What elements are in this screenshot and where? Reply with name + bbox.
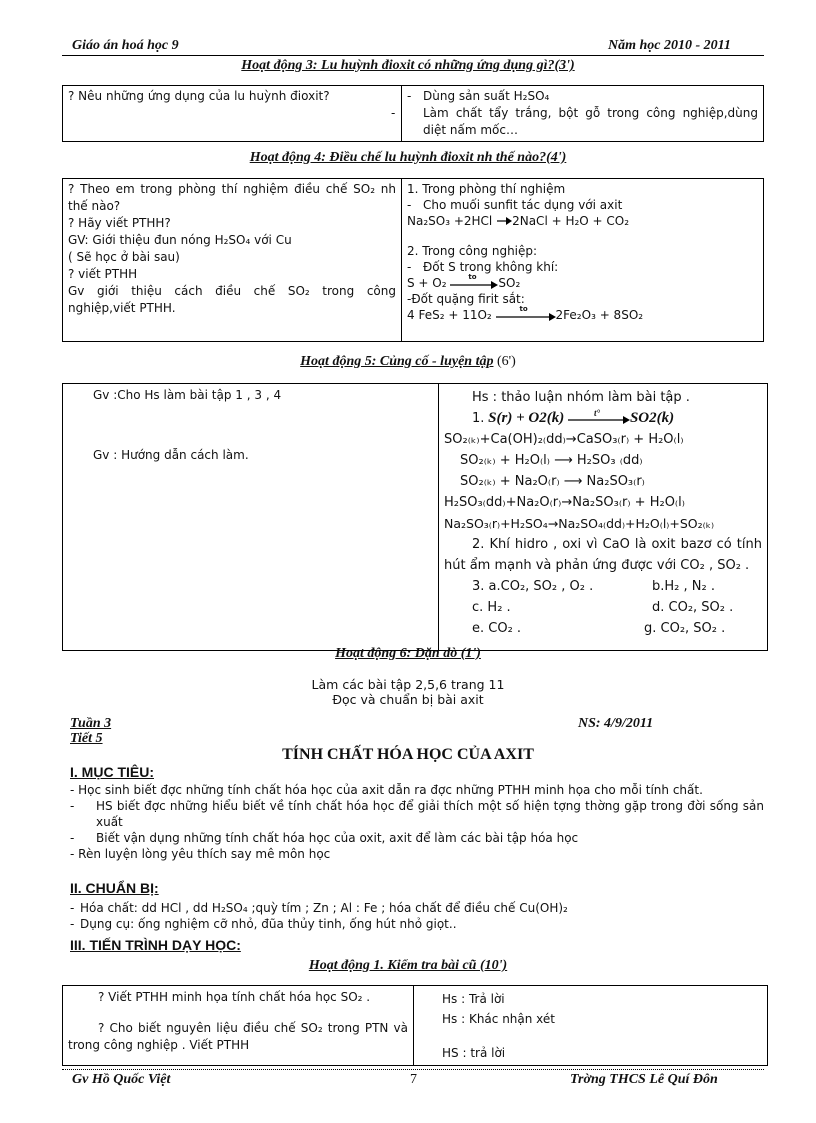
act5-exercise-2: 2. Khí hidro , oxi vì CaO là oxit bazơ có tính hút ẩm mạnh và phản ứng được với CO₂ , SO₂ . — [444, 537, 762, 573]
page-number: 7 — [410, 1072, 417, 1087]
act1-right-3: HS : trả lời — [442, 1046, 506, 1060]
lesson-date: NS: 4/9/2011 — [578, 716, 654, 731]
act5-equation-6: Na₂SO₃₍r₎+H₂SO₄→Na₂SO₄₍dd₎+H₂O₍l₎+SO₂₍ₖ₎ — [444, 516, 715, 531]
s1-intro: - Học sinh biết đợc những tính chất hóa học của axit dẫn ra đợc những PTHH minh họa cho mỗi tính chất. — [70, 783, 703, 797]
act5-equation-4: SO₂₍ₖ₎ + Na₂O₍r₎ ⟶ Na₂SO₃₍r₎ — [460, 474, 645, 489]
activity-5-title: Hoạt động 5: Củng cố - luyện tập (6') — [300, 354, 516, 369]
header-rule — [62, 55, 764, 56]
lesson-period: Tiết 5 — [70, 731, 103, 746]
act4-lab-step: - Cho muối sunfit tác dụng với axit — [407, 198, 623, 212]
act4-ind-step-2: -Đốt quặng firit sắt: — [407, 292, 525, 306]
activity-3-title: Hoạt động 3: Lu huỳnh đioxit có những ứng dụng gì?(3') — [241, 58, 575, 73]
act5-exercise-3-row-2: c. H₂ . d. CO₂, SO₂ . — [472, 600, 734, 615]
reaction-arrow-icon — [568, 415, 630, 425]
activity-6-body — [0, 677, 816, 707]
activity-4-title: Hoạt động 4: Điều chế lu huỳnh đioxit nh thế nào?(4') — [249, 150, 567, 165]
activity-3-table — [62, 85, 764, 142]
reaction-condition-label: to — [468, 272, 477, 281]
reaction-arrow-icon — [496, 312, 556, 322]
activity-1-title: Hoạt động 1. Kiểm tra bài cũ (10') — [308, 958, 508, 973]
reaction-condition-label: to — [519, 304, 528, 313]
header-left: Giáo án hoá học 9 — [72, 38, 179, 53]
act1-left-2: ? Cho biết nguyên liệu điều chế SO₂ trong PTN và trong công nghiệp . Viết PTHH — [68, 1021, 408, 1052]
act5-left-1: Gv :Cho Hs làm bài tập 1 , 3 , 4 — [93, 388, 282, 402]
act3-answer-1: - Dùng sản suất H₂SO₄ — [407, 89, 550, 103]
section-1-heading: I. MỤC TIÊU: — [70, 764, 154, 780]
act6-line-1: Làm các bài tập 2,5,6 trang 11 — [311, 677, 505, 692]
s2-item-1: - Hóa chất: dd HCl , dd H₂SO₄ ;quỳ tím ; Zn ; Al : Fe ; hóa chất để điều chế Cu(OH)₂ — [70, 901, 568, 915]
act5-equation-1: 1. S(r) + O2(k) t° SO2(k) — [444, 408, 762, 429]
lesson-week-block — [70, 716, 111, 746]
activity-1-table — [62, 985, 768, 1066]
act4-left-4: ( Sẽ học ở bài sau) — [68, 250, 180, 264]
footer-rule — [62, 1069, 764, 1070]
s1-item-2: - Biết vận dụng những tính chất hóa học của oxit, axit để làm các bài tập hóa học — [70, 831, 579, 845]
act3-question: ? Nêu những ứng dụng của lu huỳnh đioxit? — [63, 86, 402, 142]
act1-left-1: ? Viết PTHH minh họa tính chất hóa học SO₂ . — [98, 990, 371, 1004]
section-2-heading: II. CHUẨN BỊ: — [70, 880, 159, 896]
act1-right-2: Hs : Khác nhận xét — [442, 1012, 555, 1026]
act5-equation-3: SO₂₍ₖ₎ + H₂O₍l₎ ⟶ H₂SO₃ ₍dd₎ — [460, 453, 643, 468]
activity-5-table — [62, 383, 768, 651]
footer-right: Trờng THCS Lê Quí Đôn — [570, 1072, 718, 1087]
reaction-arrow-icon — [450, 280, 498, 290]
reaction-condition-label: t° — [593, 407, 601, 418]
lesson-title: TÍNH CHẤT HÓA HỌC CỦA AXIT — [282, 746, 534, 763]
act4-left-1: ? Theo em trong phòng thí nghiệm điều chế SO₂ nh thế nào? — [68, 182, 396, 213]
act4-left-2: ? Hãy viết PTHH? — [68, 216, 171, 230]
s1-last: - Rèn luyện lòng yêu thích say mê môn học — [70, 847, 331, 861]
act5-equation-5: H₂SO₃₍dd₎+Na₂O₍r₎→Na₂SO₃₍r₎ + H₂O₍l₎ — [444, 495, 685, 510]
act4-left-3: GV: Giới thiệu đun nóng H₂SO₄ với Cu — [68, 233, 292, 247]
s2-item-2: - Dụng cụ: ống nghiệm cỡ nhỏ, đũa thủy tinh, ống hút nhỏ giọt.. — [70, 917, 457, 931]
act4-ind-equation-2: 4 FeS₂ + 11O₂ to 2Fe₂O₃ + 8SO₂ — [407, 307, 758, 323]
act5-left-2: Gv : Hướng dẫn cách làm. — [93, 448, 249, 462]
activity-6-title: Hoạt động 6: Dặn dò (1') — [335, 646, 481, 661]
act3-answer-2: - Làm chất tẩy trắng, bột gỗ trong công nghiệp,dùng diệt nấm mốc… — [391, 106, 758, 137]
lesson-week: Tuần 3 — [70, 716, 112, 731]
section-1-body — [70, 782, 764, 862]
section-2-body — [70, 900, 764, 932]
activity-4-table — [62, 178, 764, 342]
act4-ind-title: 2. Trong công nghiệp: — [407, 244, 538, 258]
s1-item-1: - HS biết đợc những hiểu biết về tính chất hóa học để giải thích một số hiện tợng thờng gặp trong đời sống sản xuất — [70, 799, 764, 829]
act5-equation-2: SO₂₍ₖ₎+Ca(OH)₂₍dd₎→CaSO₃₍r₎ + H₂O₍l₎ — [444, 432, 684, 447]
act5-intro: Hs : thảo luận nhóm làm bài tập . — [472, 390, 690, 405]
act4-ind-equation-1: S + O₂ to SO₂ — [407, 275, 758, 291]
act4-lab-title: 1. Trong phòng thí nghiệm — [407, 182, 566, 196]
act1-right-1: Hs : Trả lời — [442, 992, 505, 1006]
footer-left: Gv Hồ Quốc Việt — [72, 1072, 171, 1087]
act4-left-6: Gv giới thiệu cách điều chế SO₂ trong công nghiệp,viết PTHH. — [68, 284, 396, 315]
act4-ind-step: - Đốt S trong không khí: — [407, 260, 559, 274]
reaction-arrow-icon — [496, 216, 512, 225]
act6-line-2: Đọc và chuẩn bị bài axit — [332, 692, 484, 707]
act4-left-5: ? viết PTHH — [68, 267, 138, 281]
header-right: Năm học 2010 - 2011 — [608, 38, 731, 53]
act5-exercise-3-row-1: 3. a.CO₂, SO₂ , O₂ . b.H₂ , N₂ . — [472, 579, 715, 594]
act4-lab-equation: Na₂SO₃ +2HCl 2NaCl + H₂O + CO₂ — [407, 214, 630, 228]
section-3-heading: III. TIẾN TRÌNH DẠY HỌC: — [70, 937, 241, 953]
act5-exercise-3-row-3: e. CO₂ . g. CO₂, SO₂ . — [472, 621, 726, 636]
